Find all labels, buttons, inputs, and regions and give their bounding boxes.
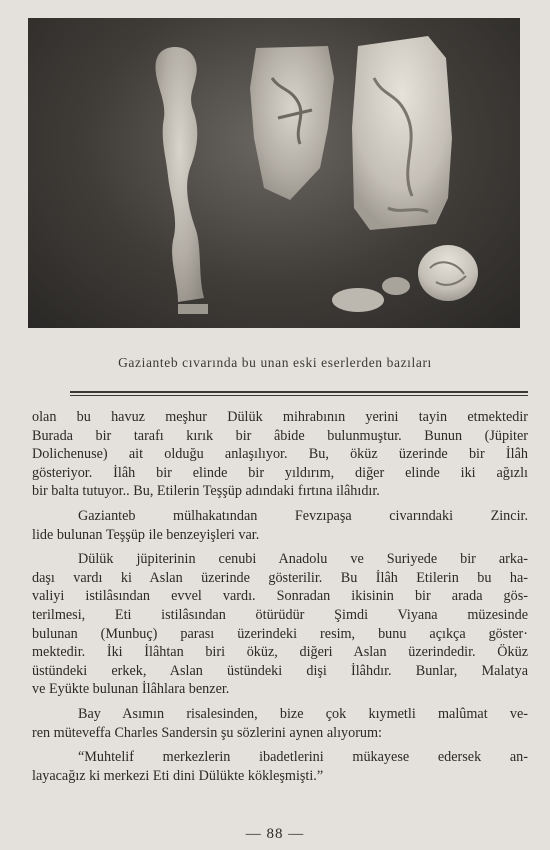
artifacts-photograph [28,18,520,328]
figurine-artifact [156,47,205,302]
text-line: daşı vardı ki Aslan üzerinde gösterilir. Bu İlâh Etilerin bu ha- [32,569,528,586]
paragraph [32,705,528,742]
text-line: ve Eyükte bulunan İlâhlara benzer. [32,681,230,698]
text-line: gösteriyor. İlâh bir elinde bir yıldırım, diğer elinde iki ağızlı [32,464,528,481]
text-line: mektedir. İki İlâhtan biri öküz, diğeri Aslan üzerindedir. Öküz [32,644,528,661]
text-line: üstündeki erkek, Aslan üstündeki dişi İlâhdır. Bunlar, Malatya [32,662,528,679]
text-line: bulunan (Munbuç) parası üzerindeki resim, bunu açıkça göster· [32,625,528,642]
text-line: olan bu havuz meşhur Dülük mihrabının yerini tayin etmektedir [32,409,528,425]
text-line: lide bulunan Teşşüp ile benzeyişleri var. [32,526,260,543]
text-line: bir balta tutuyor.. Bu, Etilerin Teşşüp adındaki fırtına ilâhıdır. [32,483,380,500]
small-fragment-artifact [332,288,384,312]
text-line: layacağız ki merkezi Eti dini Dülükte kökleşmişti.” [32,767,324,784]
text-line: Bay Asımın risalesinden, bize çok kıymetli malûmat ve- [78,705,528,722]
text-line: valiyi istilâsından evvel vardı. Sonradan ikisinin bir arada gös- [32,588,528,605]
page-number: — 88 — [245,826,305,842]
relief-fragment-artifact [250,46,334,200]
stele-artifact [352,36,452,230]
text-line: ren müteveffa Charles Sandersin şu sözlerini aynen alıyorum: [32,724,382,741]
text-line: “Muhtelif merkezlerin ibadetlerini mükayese edersek an- [78,749,528,766]
body-text [32,408,528,785]
text-line: terilmesi, Eti istilâsından ötürüdür Şimdi Viyana müzesinde [32,606,528,623]
paragraph [32,550,528,699]
caption-rule-thin [70,395,528,396]
text-line: Gazianteb mülhakatından Fevzıpaşa civarındaki Zincir. [78,507,528,524]
paragraph [32,748,528,785]
paragraph [32,507,528,544]
caption-rule [70,391,528,393]
seal-disc-artifact [418,245,478,301]
artifacts-illustration [28,18,520,328]
photo-caption: Gazianteb cıvarında bu unan eski eserlerden bazıları [118,355,432,370]
text-line: Dolichenuse) ait olduğu anlaşılıyor. Bu, öküz üzerinde bir İlâh [32,446,528,463]
text-line: Dülük jüpiterinin cenubi Anadolu ve Suriyede bir arka- [78,551,528,568]
text-line: Burada bir tarafı kırık bir âbide bulunmuştur. Bunun (Jüpiter [32,427,528,444]
paragraph [32,408,528,501]
